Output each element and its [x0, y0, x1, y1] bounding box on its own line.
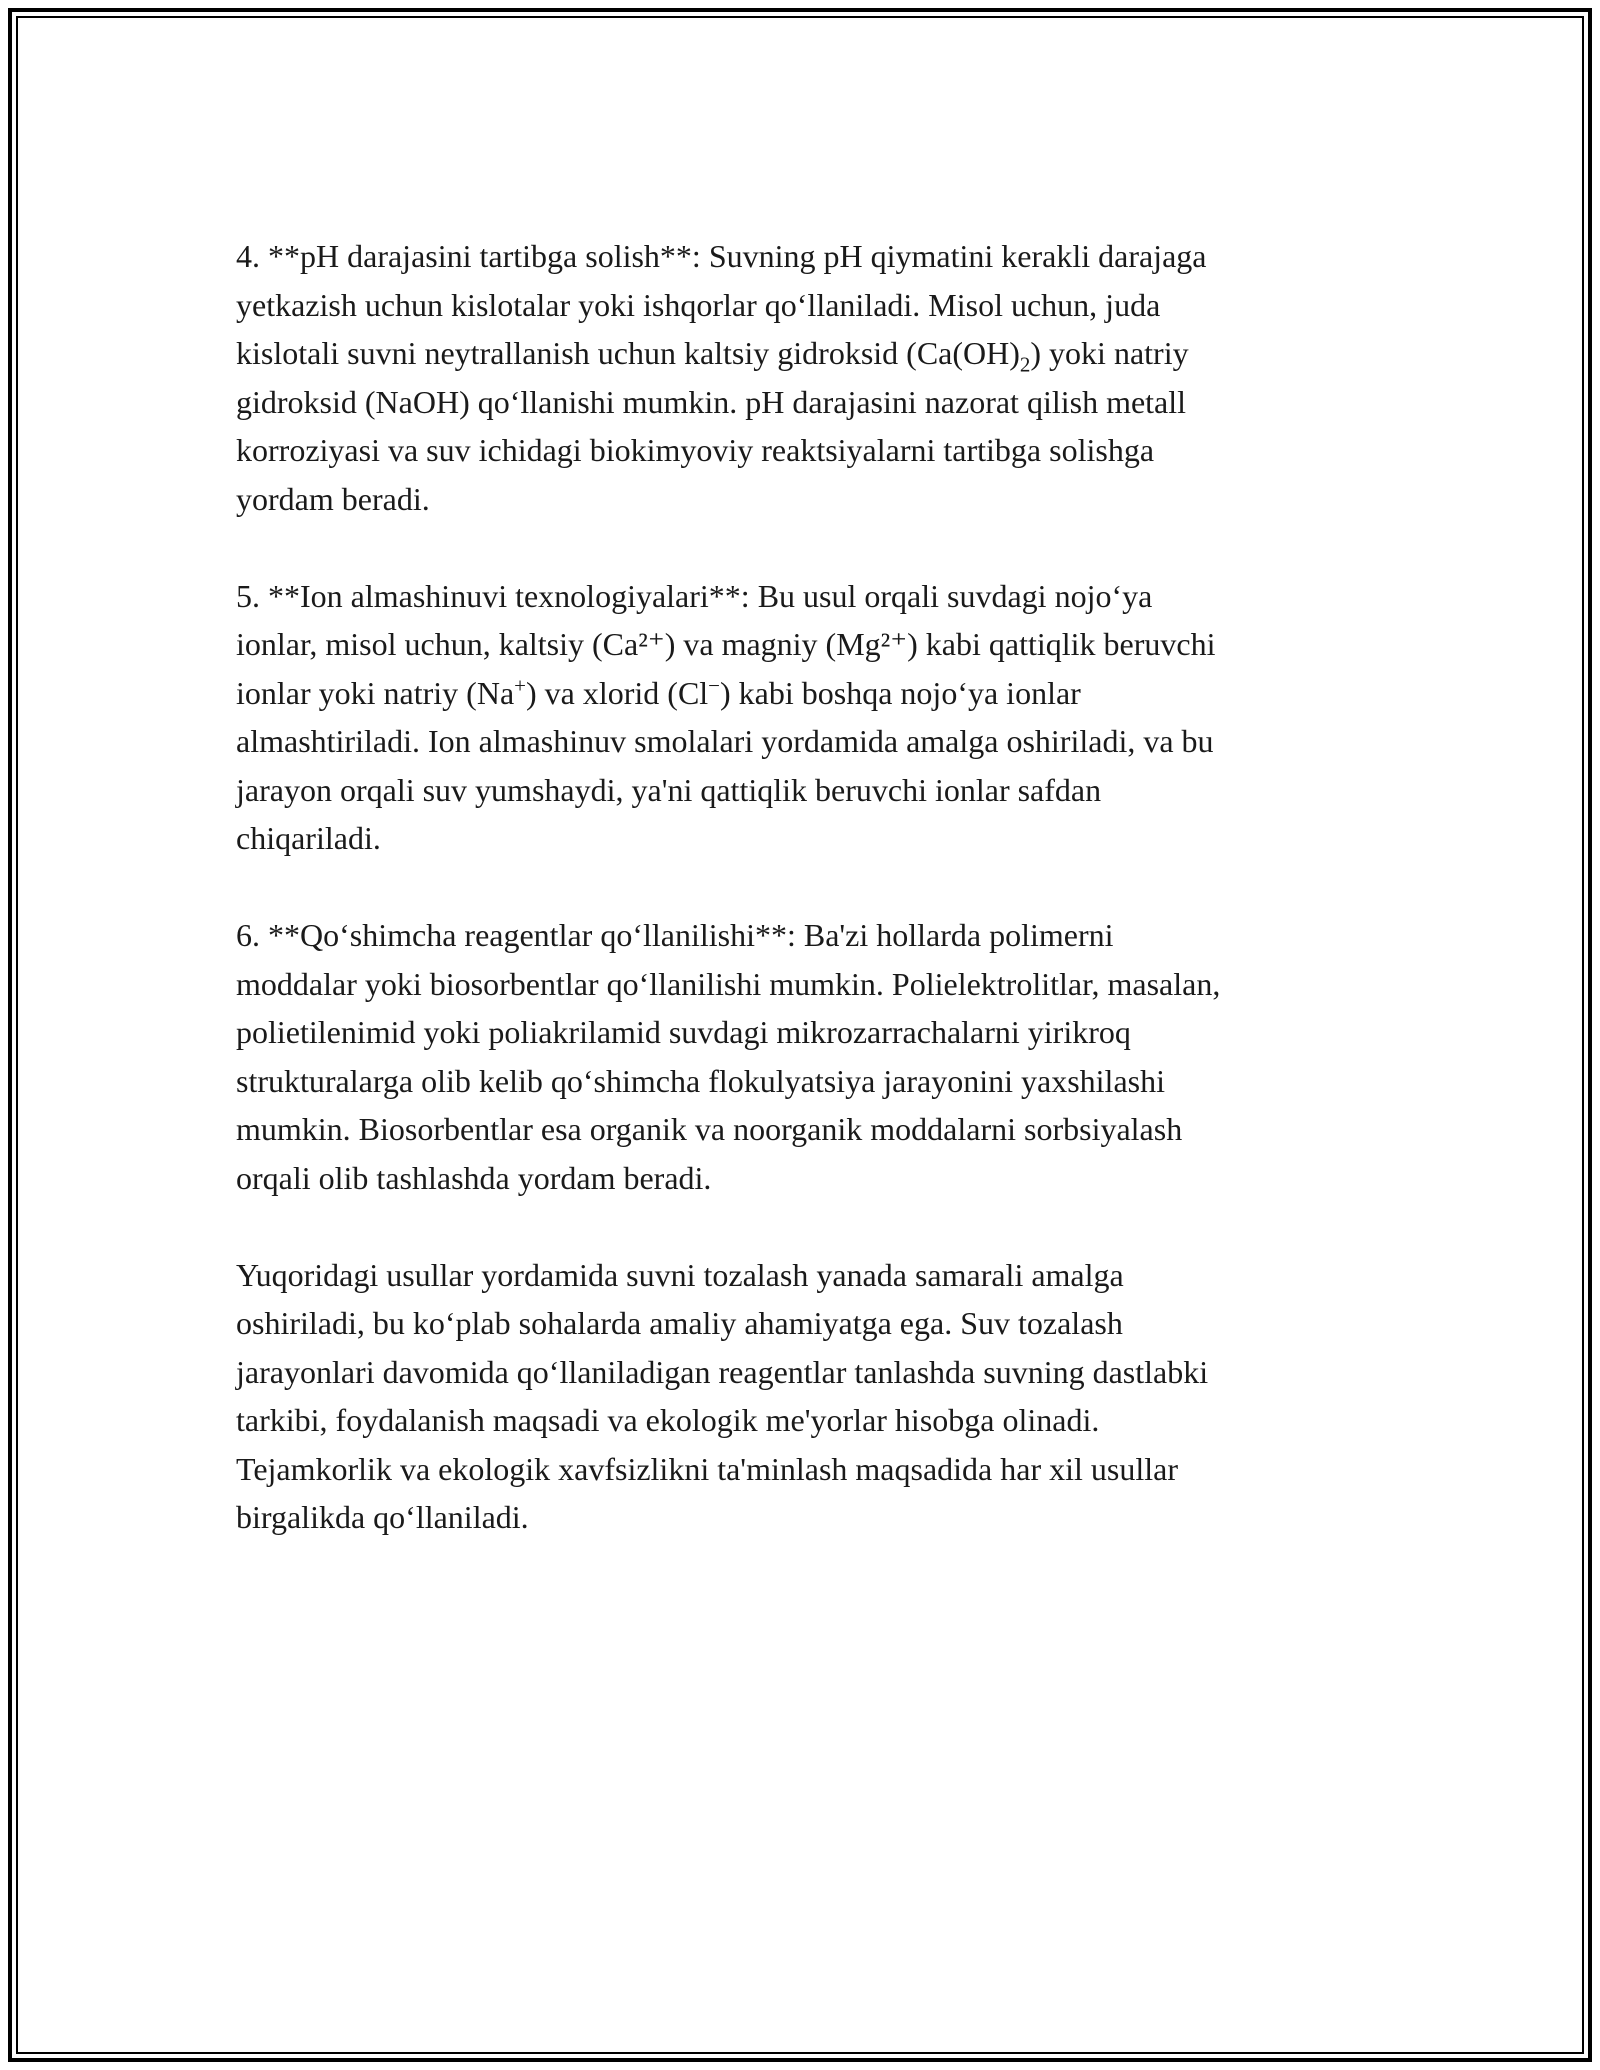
- superscript-run: −: [708, 672, 721, 697]
- paragraph-additional-reagents: [236, 911, 1386, 1202]
- text-run: ) kabi boshqa nojo‘ya ionlar almashtiriladi. Ion almashinuv smolalari yordamida amalga oshiriladi, va bu jarayon orqali suv yumshaydi, ya'ni qattiqlik beruvchi ionlar safdan chiqariladi.: [236, 674, 1214, 856]
- superscript-run: +: [514, 672, 526, 697]
- text-run: 6. **Qo‘shimcha reagentlar qo‘llanilishi**: Ba'zi hollarda polimerni moddalar yoki biosorbentlar qo‘llanilishi mumkin. Polielektrolitlar, masalan, polietilenimid yoki poliakrilamid suvdagi mikrozarrachalarni yirikroq strukturalarga olib kelib qo‘shimcha flokulyatsiya jarayonini yaxshilashi mumkin. Biosorbentlar esa organik va noorganik moddalarni sorbsiyalash orqali olib tashlashda yordam beradi.: [236, 917, 1221, 1196]
- text-run: 4. **pH darajasini tartibga solish**: Suvning pH qiymatini kerakli darajaga yetkazish uchun kislotalar yoki ishqorlar qo‘llaniladi. Misol uchun, juda kislotali suvni neytrallanish uchun kaltsiy gidroksid (Ca(OH): [236, 238, 1207, 371]
- document-body: [236, 232, 1386, 1542]
- text-run: ) va xlorid (Cl: [525, 674, 709, 711]
- text-run: Yuqoridagi usullar yordamida suvni tozalash yanada samarali amalga oshiriladi, bu ko‘plab sohalarda amaliy ahamiyatga ega. Suv tozalash jarayonlari davomida qo‘llaniladigan reagentlar tanlashda suvning dastlabki tarkibi, foydalanish maqsadi va ekologik me'yorlar hisobga olinadi. Tejamkorlik va ekologik xavfsizlikni ta'minlash maqsadida har xil usullar birgalikda qo‘llaniladi.: [236, 1256, 1209, 1535]
- paragraph-conclusion: [236, 1251, 1386, 1542]
- paragraph-ion-exchange: [236, 572, 1386, 863]
- text-run: 5. **Ion almashinuvi texnologiyalari**: Bu usul orqali suvdagi nojo‘ya ionlar, misol uchun, kaltsiy (Ca²⁺) va magniy (Mg²⁺) kabi qattiqlik beruvchi ionlar yoki natriy (Na: [236, 577, 1216, 711]
- paragraph-ph-regulation: [236, 232, 1386, 523]
- text-run: ) yoki natriy gidroksid (NaOH) qo‘llanishi mumkin. pH darajasini nazorat qilish metall korroziyasi va suv ichidagi biokimyoviy reaktsiyalarni tartibga solishga yordam beradi.: [236, 335, 1189, 517]
- subscript-run: 2: [1019, 352, 1031, 377]
